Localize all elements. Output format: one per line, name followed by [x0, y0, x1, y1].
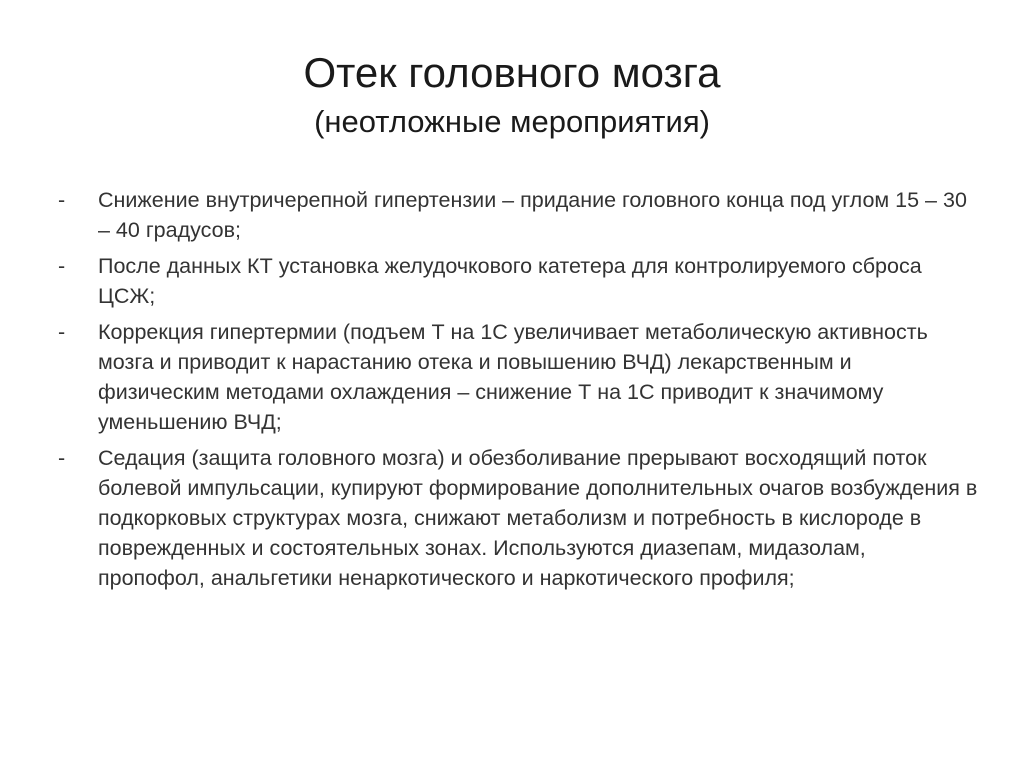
bullet-item [58, 317, 978, 437]
bullet-dash: - [58, 254, 66, 278]
bullet-dash: - [58, 446, 66, 470]
title-main: Отек головного мозга [303, 49, 721, 96]
bullet-list [58, 185, 978, 599]
slide-title [0, 46, 1024, 144]
bullet-dash: - [58, 320, 66, 344]
bullet-item [58, 251, 978, 311]
bullet-text: После данных КТ установка желудочкового катетера для контролируемого сброса ЦСЖ; [98, 254, 922, 308]
bullet-text: Снижение внутричерепной гипертензии – придание головного конца под углом 15 – 30 – 40 градусов; [98, 188, 967, 242]
bullet-text: Коррекция гипертермии (подъем Т на 1С увеличивает метаболическую активность мозга и приводит к нарастанию отека и повышению ВЧД) лекарственным и физическим методами охлаждения – снижение Т на 1С приводит к значимому уменьшению ВЧД; [98, 320, 928, 434]
bullet-text: Седация (защита головного мозга) и обезболивание прерывают восходящий поток болевой импульсации, купируют формирование дополнительных очагов возбуждения в подкорковых структурах мозга, снижают метаболизм и потребность в кислороде в поврежденных и состоятельных зонах. Используются диазепам, мидазолам, пропофол, анальгетики ненаркотического и наркотического профиля; [98, 446, 978, 590]
title-subtitle: (неотложные мероприятия) [314, 104, 710, 139]
bullet-item [58, 443, 978, 593]
bullet-dash: - [58, 188, 66, 212]
bullet-item [58, 185, 978, 245]
